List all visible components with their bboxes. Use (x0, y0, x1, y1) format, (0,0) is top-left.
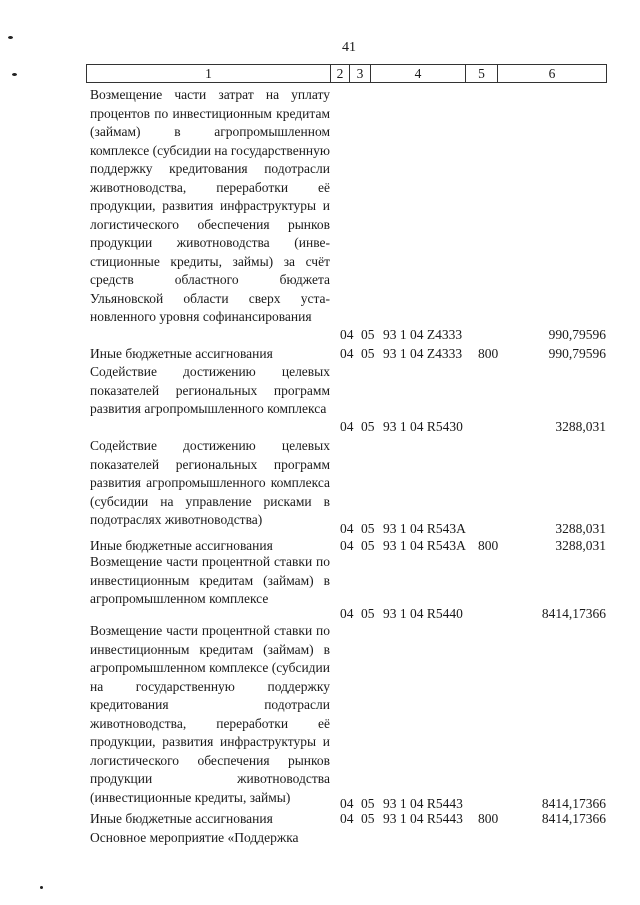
row-target-code: 93 1 04 R5430 (383, 419, 463, 434)
row-amount: 8414,17366 (541, 796, 606, 811)
row-section-code: 04 (340, 327, 354, 342)
header-col-6: 6 (498, 65, 607, 83)
header-col-5: 5 (466, 65, 498, 83)
row-description: Содействие достижению целевых показателей региональных программ развития агропромышленного комплекса (субсидии на управление рисками в подотраслях животноводства) (90, 438, 330, 527)
row-subsection-code: 05 (361, 606, 375, 621)
table-header (86, 64, 607, 83)
row-subsection-code: 05 (361, 346, 375, 361)
scan-mark (40, 886, 43, 889)
row-amount: 8414,17366 (541, 606, 606, 621)
row-section-code: 04 (340, 521, 354, 536)
row-section-code: 04 (340, 811, 354, 826)
row-target-code: 93 1 04 R543A (383, 521, 466, 536)
row-expense-type: 800 (478, 538, 499, 553)
row-description: Возмещение части затрат на уплату процентов по инвестиционным кредитам (займам) в агропромышленном комплексе (субсидии на государственную поддержку кредитования подотрасли животноводства, переработки её продукции, развития инфраструктуры и логистического обеспечения рынков продукции животноводства (инвестиционные кредиты, займы) за счёт средств областного бюджета Ульяновской области сверх установленного уровня софинансирования (90, 87, 330, 324)
row-description: Иные бюджетные ассигнования (90, 538, 273, 553)
row-amount: 3288,031 (555, 521, 606, 536)
row-subsection-code: 05 (361, 811, 375, 826)
header-col-2: 2 (331, 65, 350, 83)
row-section-code: 04 (340, 796, 354, 811)
row-amount: 3288,031 (555, 538, 606, 553)
row-subsection-code: 05 (361, 327, 375, 342)
row-expense-type: 800 (478, 811, 499, 826)
row-section-code: 04 (340, 606, 354, 621)
row-target-code: 93 1 04 R5440 (383, 606, 463, 621)
row-expense-type: 800 (478, 346, 499, 361)
header-col-4: 4 (371, 65, 466, 83)
row-subsection-code: 05 (361, 796, 375, 811)
row-subsection-code: 05 (361, 538, 375, 553)
row-section-code: 04 (340, 346, 354, 361)
row-amount: 3288,031 (555, 419, 606, 434)
row-target-code: 93 1 04 R543A (383, 538, 466, 553)
row-description: Возмещение части процентной ставки по инвестиционным кредитам (займам) в агропромышленном комплексе (90, 554, 330, 606)
row-amount: 8414,17366 (541, 811, 606, 826)
row-section-code: 04 (340, 419, 354, 434)
row-section-code: 04 (340, 538, 354, 553)
row-target-code: 93 1 04 R5443 (383, 811, 463, 826)
row-subsection-code: 05 (361, 521, 375, 536)
header-col-1: 1 (87, 65, 331, 83)
row-description: Основное мероприятие «Поддержка (90, 830, 299, 845)
scan-mark (12, 73, 17, 76)
row-description: Возмещение части процентной ставки по инвестиционным кредитам (займам) в агропромышленном комплексе (субсидии на государственную поддержку кредитования подотрасли животноводства, переработки её продукции, развития инфраструктуры и логистического обеспечения рынков продукции животноводства (инвестиционные кредиты, займы) (90, 623, 330, 805)
row-target-code: 93 1 04 Z4333 (383, 346, 463, 361)
row-amount: 990,79596 (548, 327, 606, 342)
row-subsection-code: 05 (361, 419, 375, 434)
row-description: Содействие достижению целевых показателей региональных программ развития агропромышленного комплекса (90, 364, 330, 416)
row-description: Иные бюджетные ассигнования (90, 346, 273, 361)
row-description: Иные бюджетные ассигнования (90, 811, 273, 826)
header-col-3: 3 (350, 65, 371, 83)
row-target-code: 93 1 04 R5443 (383, 796, 463, 811)
scan-mark (8, 36, 13, 39)
row-target-code: 93 1 04 Z4333 (383, 327, 463, 342)
page-number: 41 (342, 40, 356, 55)
row-amount: 990,79596 (548, 346, 606, 361)
